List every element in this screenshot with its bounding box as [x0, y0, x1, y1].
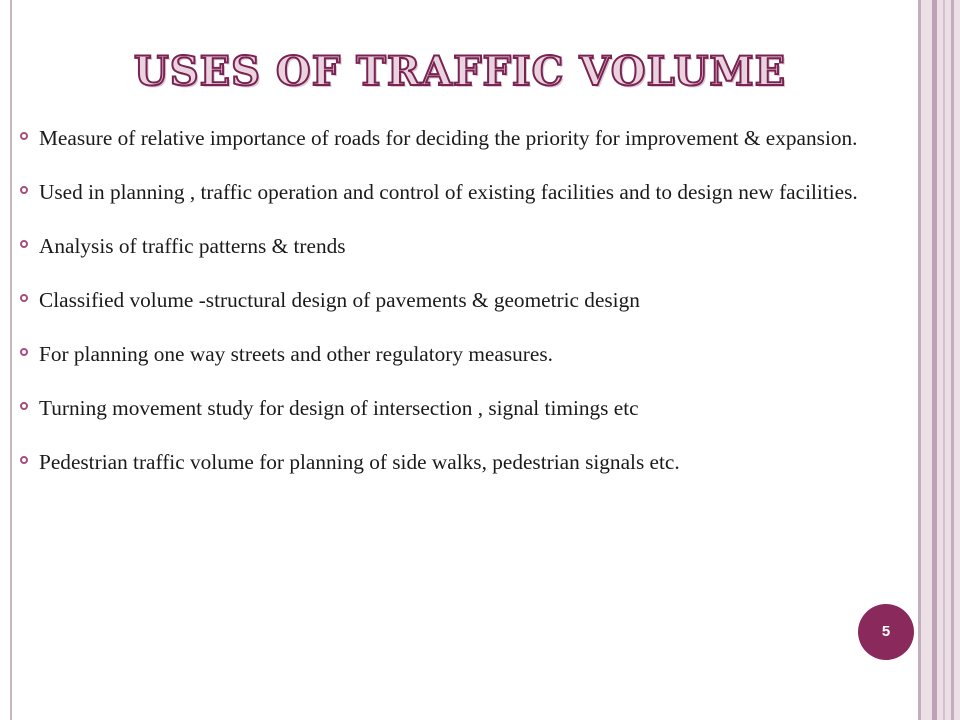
- bullet-item: [14, 332, 907, 376]
- bullet-list: [14, 116, 907, 494]
- bullet-text: Used in planning , traffic operation and control of existing facilities and to design new facilities.: [39, 180, 858, 204]
- bullet-circle-icon: [20, 348, 28, 356]
- frame-stripe: [951, 0, 954, 720]
- bullet-item: [14, 440, 907, 484]
- bullet-circle-icon: [20, 186, 28, 194]
- bullet-text: Pedestrian traffic volume for planning of side walks, pedestrian signals etc.: [39, 450, 680, 474]
- bullet-text: Analysis of traffic patterns & trends: [39, 234, 346, 258]
- bullet-text: Turning movement study for design of intersection , signal timings etc: [39, 396, 639, 420]
- page-number-badge: 5: [858, 604, 914, 660]
- bullet-text: Classified volume -structural design of pavements & geometric design: [39, 288, 640, 312]
- bullet-item: [14, 116, 907, 160]
- bullet-item: [14, 278, 907, 322]
- bullet-item: [14, 224, 907, 268]
- bullet-circle-icon: [20, 456, 28, 464]
- frame-stripe: [932, 0, 937, 720]
- bullet-text: For planning one way streets and other regulatory measures.: [39, 342, 553, 366]
- frame-stripe: [918, 0, 921, 720]
- bullet-circle-icon: [20, 240, 28, 248]
- bullet-text: Measure of relative importance of roads for deciding the priority for improvement & expansion.: [39, 126, 858, 150]
- bullet-item: [14, 386, 907, 430]
- bullet-circle-icon: [20, 132, 28, 140]
- slide-title: USES OF TRAFFIC VOLUME: [133, 48, 787, 95]
- bullet-circle-icon: [20, 294, 28, 302]
- left-border-line: [10, 0, 12, 720]
- bullet-item: [14, 170, 907, 214]
- frame-stripe: [943, 0, 945, 720]
- bullet-circle-icon: [20, 402, 28, 410]
